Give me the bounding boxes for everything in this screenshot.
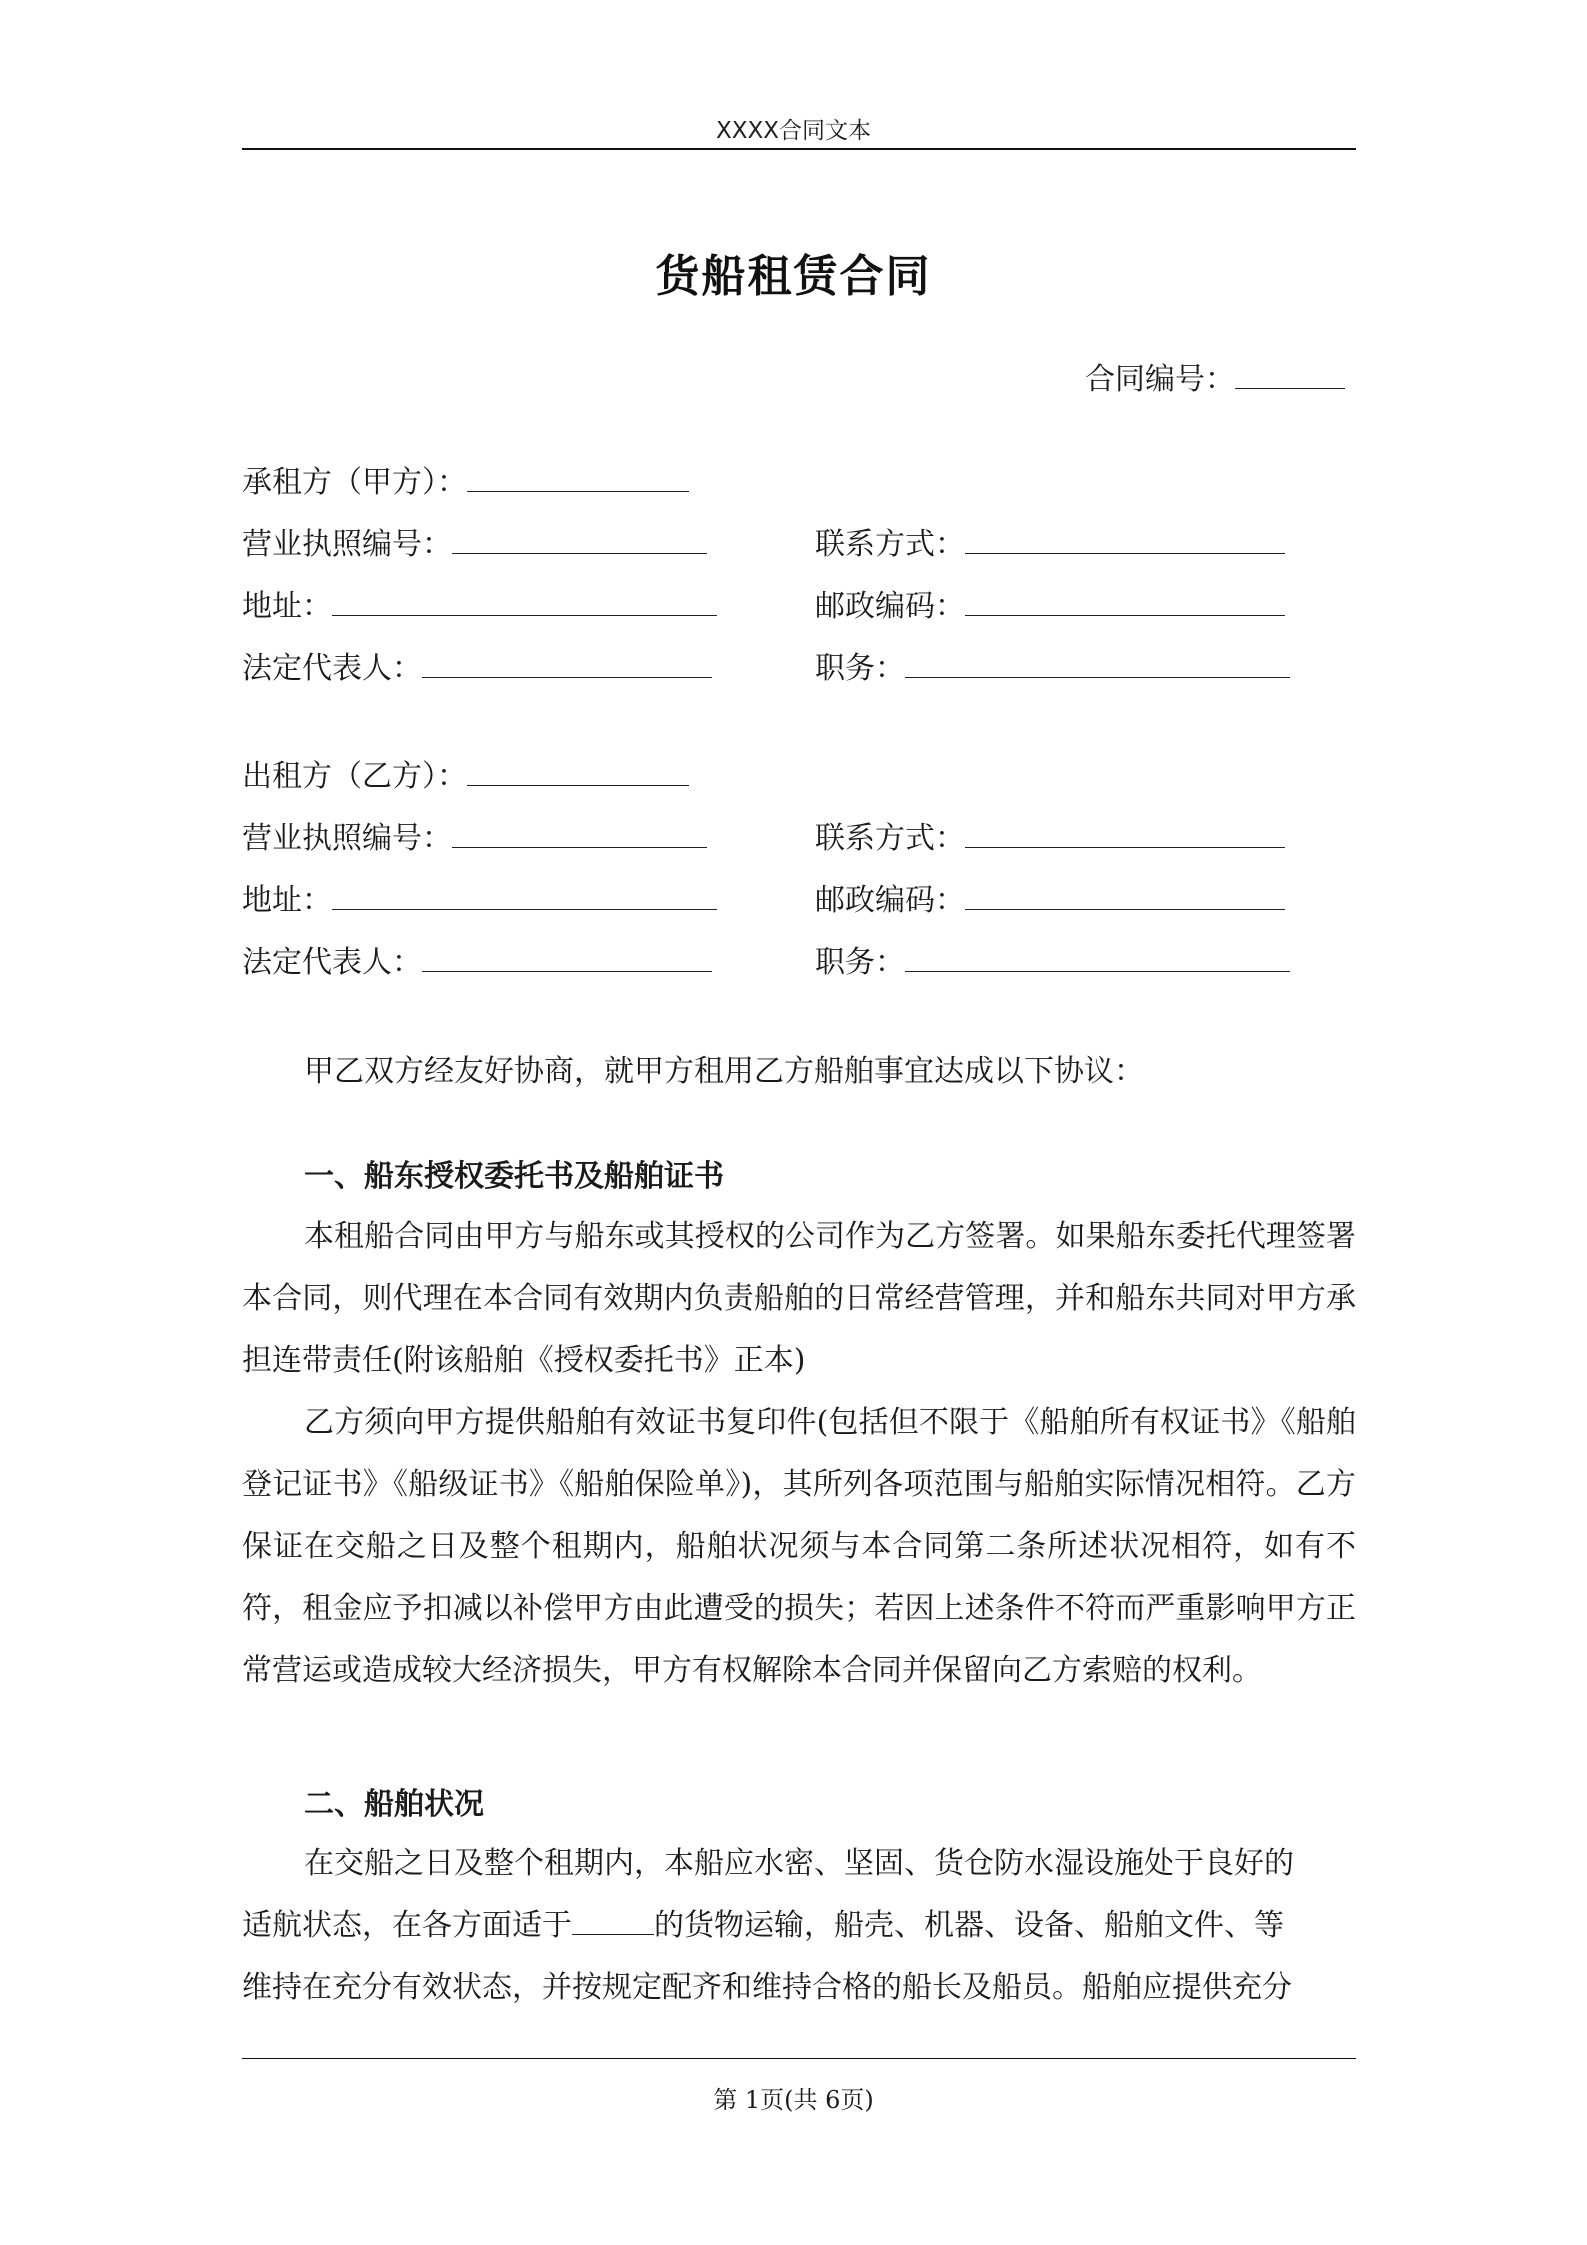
party-a-name-blank bbox=[467, 461, 689, 492]
section-2-line-2-before: 适航状态，在各方面适于 bbox=[242, 1908, 572, 1943]
party-b-heading-field bbox=[242, 755, 689, 799]
party-a-license-field bbox=[242, 523, 707, 567]
party-b-contact-field bbox=[815, 817, 1285, 861]
party-a-address-blank bbox=[332, 585, 717, 616]
header-divider bbox=[242, 148, 1356, 150]
party-b-position-blank bbox=[905, 941, 1290, 972]
section-1-heading: 一、船东授权委托书及船舶证书 bbox=[304, 1159, 724, 1194]
contract-number-label: 合同编号： bbox=[1085, 362, 1235, 397]
party-a-position-field bbox=[815, 647, 1290, 691]
party-b-position-field bbox=[815, 941, 1290, 985]
party-a-representative-blank bbox=[422, 647, 712, 678]
party-b-license-label: 营业执照编号： bbox=[242, 821, 452, 856]
party-b-contact-blank bbox=[965, 817, 1285, 848]
section-1-paragraph-2: 乙方须向甲方提供船舶有效证书复印件(包括但不限于《船舶所有权证书》《船舶登记证书》《船级证书》《船舶保险单》)，其所列各项范围与船舶实际情况相符。乙方保证在交船之日及整个租期内，船舶状况须与本合同第二条所述状况相符，如有不符，租金应予扣减以补偿甲方由此遭受的损失；若因上述条件不符而严重影响甲方正常营运或造成较大经济损失，甲方有权解除本合同并保留向乙方索赔的权利。 bbox=[242, 1405, 1356, 1688]
cargo-type-blank bbox=[572, 1904, 654, 1935]
party-a-postcode-label: 邮政编码： bbox=[815, 589, 965, 624]
party-a-license-blank bbox=[452, 523, 707, 554]
section-1-paragraph-1: 本租船合同由甲方与船东或其授权的公司作为乙方签署。如果船东委托代理签署本合同，则代理在本合同有效期内负责船舶的日常经营管理，并和船东共同对甲方承担连带责任(附该船舶《授权委托书》正本) bbox=[242, 1219, 1356, 1378]
party-a-position-blank bbox=[905, 647, 1290, 678]
party-b-license-blank bbox=[452, 817, 707, 848]
party-b-address-blank bbox=[332, 879, 717, 910]
party-b-license-field bbox=[242, 817, 707, 861]
party-b-contact-label: 联系方式： bbox=[815, 821, 965, 856]
party-a-postcode-blank bbox=[965, 585, 1285, 616]
party-b-position-label: 职务： bbox=[815, 945, 905, 980]
contract-number-blank bbox=[1235, 358, 1345, 389]
section-2-line-2 bbox=[242, 1904, 1284, 1948]
document-title: 货船租赁合同 bbox=[655, 251, 932, 302]
party-a-representative-label: 法定代表人： bbox=[242, 651, 422, 686]
party-a-position-label: 职务： bbox=[815, 651, 905, 686]
party-b-address-field bbox=[242, 879, 717, 923]
intro-paragraph: 甲乙双方经友好协商，就甲方租用乙方船舶事宜达成以下协议： bbox=[304, 1054, 1144, 1089]
party-b-representative-blank bbox=[422, 941, 712, 972]
section-2-line-3: 维持在充分有效状态，并按规定配齐和维持合格的船长及船员。船舶应提供充分 bbox=[242, 1970, 1292, 2005]
party-a-license-label: 营业执照编号： bbox=[242, 527, 452, 562]
section-2-line-2-after: 的货物运输，船壳、机器、设备、船舶文件、等 bbox=[654, 1908, 1284, 1943]
party-b-postcode-label: 邮政编码： bbox=[815, 883, 965, 918]
page-number: 第 1页(共 6页) bbox=[713, 2086, 874, 2114]
party-b-postcode-field bbox=[815, 879, 1285, 923]
party-a-contact-label: 联系方式： bbox=[815, 527, 965, 562]
section-2-heading: 二、船舶状况 bbox=[304, 1787, 484, 1822]
party-b-representative-label: 法定代表人： bbox=[242, 945, 422, 980]
party-a-contact-field bbox=[815, 523, 1285, 567]
party-b-name-blank bbox=[467, 755, 689, 786]
party-a-address-field bbox=[242, 585, 717, 629]
party-b-postcode-blank bbox=[965, 879, 1285, 910]
party-a-postcode-field bbox=[815, 585, 1285, 629]
party-a-heading-label: 承租方（甲方）： bbox=[242, 465, 467, 500]
party-b-heading-label: 出租方（乙方）： bbox=[242, 759, 467, 794]
footer-divider bbox=[242, 2058, 1356, 2059]
section-2-line-1: 在交船之日及整个租期内，本船应水密、坚固、货仓防水湿设施处于良好的 bbox=[304, 1846, 1294, 1881]
contract-number-field bbox=[1085, 358, 1345, 402]
party-b-address-label: 地址： bbox=[242, 883, 332, 918]
party-a-heading-field bbox=[242, 461, 689, 505]
party-b-representative-field bbox=[242, 941, 712, 985]
party-a-contact-blank bbox=[965, 523, 1285, 554]
party-a-address-label: 地址： bbox=[242, 589, 332, 624]
running-header: XXXX合同文本 bbox=[715, 118, 872, 144]
party-a-representative-field bbox=[242, 647, 712, 691]
